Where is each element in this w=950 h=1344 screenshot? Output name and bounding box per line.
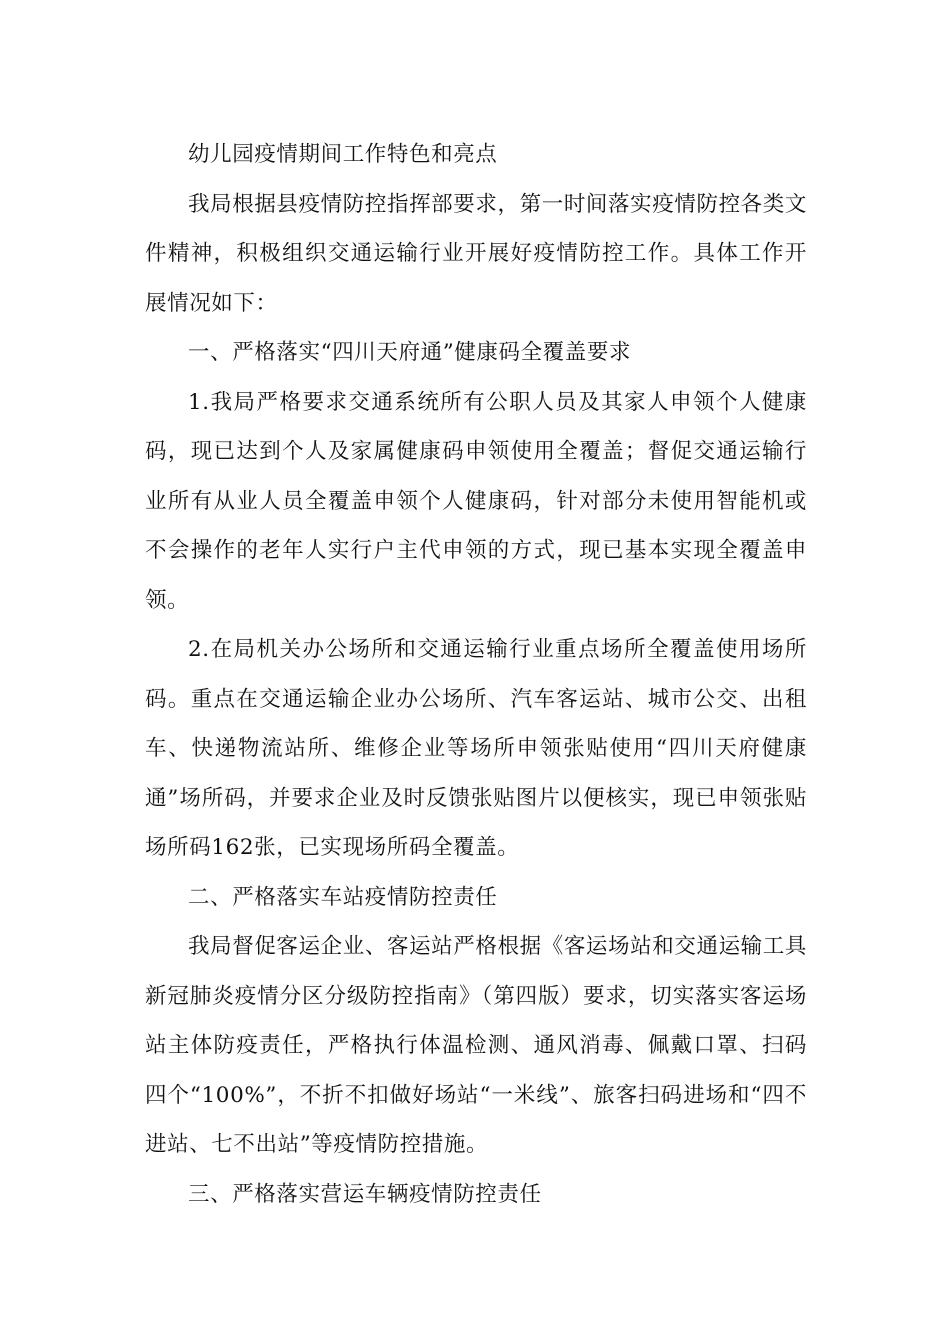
item-paragraph-1: 1.我局严格要求交通系统所有公职人员及其家人申领个人健康码，现已达到个人及家属健康码申领使用全覆盖；督促交通运输行业所有从业人员全覆盖申领个人健康码，针对部分未使用智能机或不会操作的老年人实行户主代申领的方式，现已基本实现全覆盖申领。 xyxy=(145,389,807,613)
section-heading-2: 二、严格落实车站疫情防控责任 xyxy=(188,884,498,910)
document-body xyxy=(145,130,807,1219)
section-heading-1: 一、严格落实“四川天府通”健康码全覆盖要求 xyxy=(188,340,632,365)
section-heading-3: 三、严格落实营运车辆疫情防控责任 xyxy=(188,1181,542,1207)
intro-paragraph: 我局根据县疫情防控指挥部要求，第一时间落实疫情防控各类文件精神，积极组织交通运输行业开展好疫情防控工作。具体工作开展情况如下： xyxy=(145,191,807,316)
item-paragraph-2: 2.在局机关办公场所和交通运输行业重点场所全覆盖使用场所码。重点在交通运输企业办公场所、汽车客运站、城市公交、出租车、快递物流站所、维修企业等场所申领张贴使用“四川天府健康通”场所码，并要求企业及时反馈张贴图片以便核实，现已申领张贴场所码162张，已实现场所码全覆盖。 xyxy=(145,637,807,860)
document-title: 幼儿园疫情期间工作特色和亮点 xyxy=(188,142,498,167)
station-paragraph: 我局督促客运企业、客运站严格根据《客运场站和交通运输工具新冠肺炎疫情分区分级防控指南》（第四版）要求，切实落实客运场站主体防疫责任，严格执行体温检测、通风消毒、佩戴口罩、扫码四个“100%”，不折不扣做好场站“一米线”、旅客扫码进场和“四不进站、七不出站”等疫情防控措施。 xyxy=(145,934,807,1157)
